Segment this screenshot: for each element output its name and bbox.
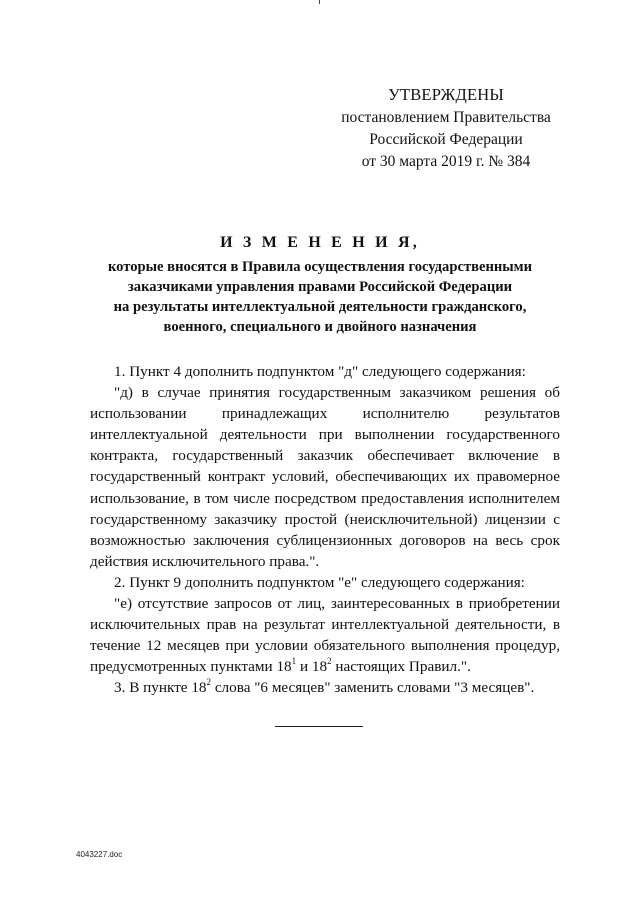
item-2-sup-2: 2 xyxy=(327,656,332,667)
item-2-text-b: и 18 xyxy=(296,658,328,676)
item-1-heading: 1. Пункт 4 дополнить подпунктом "д" следующего содержания: xyxy=(114,363,526,380)
approval-block xyxy=(330,84,562,173)
file-name-footer: 4043227.doc xyxy=(76,850,123,859)
approval-heading: УТВЕРЖДЕНЫ xyxy=(388,85,504,104)
approval-line-2: Российской Федерации xyxy=(369,131,523,148)
item-2-text-c: настоящих Правил.". xyxy=(331,658,471,676)
approval-line-3: от 30 марта 2019 г. № 384 xyxy=(361,153,531,170)
item-3-sup: 2 xyxy=(206,677,212,688)
item-3-text-a: 3. В пункте 18 xyxy=(114,679,207,697)
subtitle-line-2: заказчиками управления правами Российской Федерации xyxy=(127,279,513,295)
subtitle-line-4: военного, специального и двойного назначения xyxy=(163,319,477,335)
document-body xyxy=(90,361,560,699)
item-1-text: "д) в случае принятия государственным заказчиком решения об использовании принадлежащих исполнителю результатов интеллектуальной деятельности при выполнении государственного контракта, государственный заказчик обеспечивает включение в государственный контракт условий, обеспечивающих их правомерное использование, в том числе посредством предоставления исполнителем государственному заказчику простой (неисключительной) лицензии с возможностью заключения сублицензионных договоров на весь срок действия исключительного права.". xyxy=(90,384,560,570)
closing-rule xyxy=(275,726,363,727)
item-2-text xyxy=(90,593,560,677)
item-2-sup-1: 1 xyxy=(291,656,297,667)
item-3-text-b: слова "6 месяцев" заменить словами "3 месяцев". xyxy=(211,679,535,697)
approval-line-1: постановлением Правительства xyxy=(341,109,551,126)
subtitle-line-1: которые вносятся в Правила осуществления государственными xyxy=(107,259,533,275)
subtitle-line-3: на результаты интеллектуальной деятельности гражданского, xyxy=(113,299,527,315)
document-subtitle xyxy=(70,257,570,337)
document-title: И З М Е Н Е Н И Я, xyxy=(220,234,420,251)
page-top-mark xyxy=(319,0,320,4)
item-3 xyxy=(90,677,560,698)
item-2-heading: 2. Пункт 9 дополнить подпунктом "е" следующего содержания: xyxy=(114,573,525,591)
item-2-text-a: "е) отсутствие запросов от лиц, заинтересованных в приобретении исключительных прав на результат интеллектуальной деятельности, в течение 12 месяцев при условии обязательного выполнения процедур, предусмотренных пунктами 18 xyxy=(90,595,560,676)
